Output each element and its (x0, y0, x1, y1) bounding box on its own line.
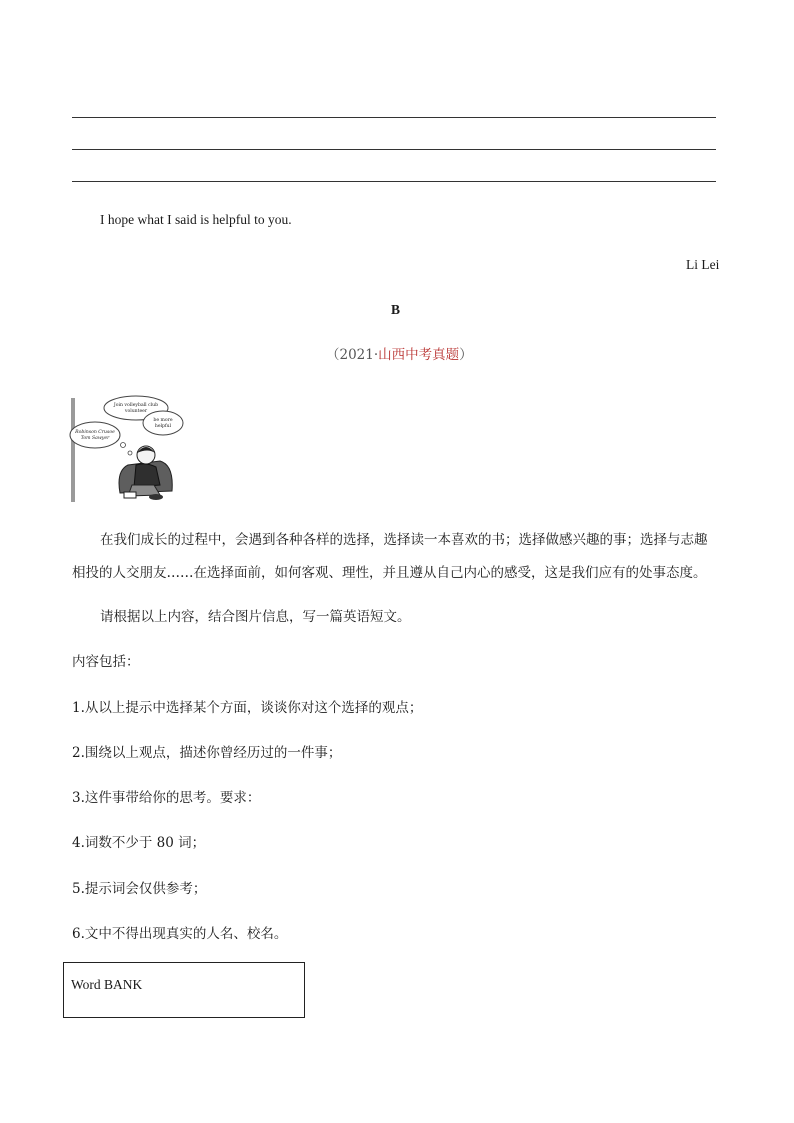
signature: Li Lei (686, 257, 720, 272)
requirement-item: 4.词数不少于 80 词； (72, 835, 206, 851)
writing-instruction: 请根据以上内容，结合图片信息，写一篇英语短文。 (100, 609, 411, 625)
answer-line-3 (72, 181, 716, 182)
bubble-helpful-text-1: be more (153, 418, 173, 423)
bubble-clubs-text-2: volunteer (124, 409, 148, 414)
bubble-helpful-text-2: helpful (154, 424, 172, 429)
requirement-item: 3.这件事带给你的思考。要求： (72, 790, 261, 806)
requirement-item: 2.围绕以上观点，描述你曾经历过的一件事； (72, 745, 342, 761)
thought-dot-1 (121, 443, 126, 448)
word-bank-box (63, 962, 305, 1018)
closing-sentence: I hope what I said is helpful to you. (100, 212, 292, 227)
boy-body (134, 464, 160, 487)
illustration-boy-thinking (68, 393, 192, 503)
requirement-item: 6.文中不得出现真实的人名、校名。 (72, 926, 288, 942)
thought-dot-2 (128, 451, 132, 455)
thought-bubble-helpful (143, 411, 183, 435)
boy-shoe (149, 494, 163, 500)
requirement-item: 5.提示词会仅供参考； (72, 881, 207, 897)
requirement-item: 1.从以上提示中选择某个方面，谈谈你对这个选择的观点； (72, 700, 423, 716)
answer-line-1 (72, 117, 716, 118)
image-edge (71, 398, 75, 502)
intro-paragraph-line-1: 在我们成长的过程中，会遇到各种各样的选择，选择读一本喜欢的书；选择做感兴趣的事；选择与志趣 (100, 532, 708, 548)
answer-line-2 (72, 149, 716, 150)
thought-bubble-books (70, 422, 120, 448)
section-label: B (391, 302, 401, 317)
bubble-clubs-text-1: Join volleyball club (113, 403, 159, 408)
content-heading: 内容包括： (72, 654, 140, 670)
book-stack (124, 492, 136, 498)
intro-paragraph-line-2: 相投的人交朋友……在选择面前，如何客观、理性，并且遵从自己内心的感受，这是我们应有的处事态度。 (72, 565, 707, 581)
bubble-books-text-2: Tom Sawyer (80, 436, 110, 441)
source-open: （2021· (326, 347, 379, 363)
source-citation (326, 346, 473, 364)
source-close: ） (459, 347, 473, 363)
source-name: 山西中考真题 (378, 347, 460, 363)
word-bank-title: Word BANK (71, 977, 143, 992)
bubble-books-text-1: Robinson Crusoe (75, 430, 115, 435)
